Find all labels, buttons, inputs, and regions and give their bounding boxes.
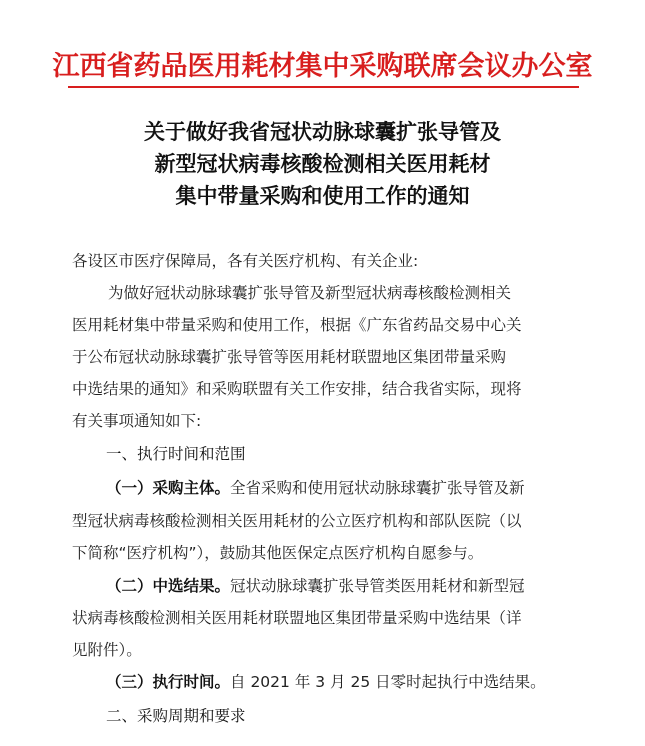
header-red-rule	[68, 86, 579, 88]
item-3-line	[106, 670, 546, 692]
item-1-text-2: 型冠状病毒核酸检测相关医用耗材的公立医疗机构和部队医院（以	[72, 512, 522, 530]
intro-line-5: 有关事项通知如下:	[72, 412, 202, 430]
item-1-label: （一）采购主体。	[106, 479, 231, 497]
item-2-label: （二）中选结果。	[106, 577, 231, 595]
intro-line-1: 为做好冠状动脉球囊扩张导管及新型冠状病毒核酸检测相关	[108, 284, 512, 302]
intro-line-2: 医用耗材集中带量采购和使用工作，根据《广东省药品交易中心关	[72, 316, 522, 334]
item-1-first-line	[106, 476, 525, 498]
title-line-1: 关于做好我省冠状动脉球囊扩张导管及	[144, 119, 501, 144]
item-1-text-3: 下简称“医疗机构”），鼓励其他医保定点医疗机构自愿参与。	[72, 544, 484, 562]
item-2-text-1: 冠状动脉球囊扩张导管类医用耗材和新型冠	[230, 577, 525, 595]
org-header-title: 江西省药品医用耗材集中采购联席会议办公室	[52, 51, 593, 82]
section-heading-1: 一、执行时间和范围	[106, 445, 246, 463]
item-2-text-3: 见附件）。	[72, 641, 142, 659]
item-2-text-2: 状病毒核酸检测相关医用耗材联盟地区集团带量采购中选结果（详	[72, 609, 522, 627]
intro-line-3: 于公布冠状动脉球囊扩张导管等医用耗材联盟地区集团带量采购	[72, 348, 507, 366]
title-line-2: 新型冠状病毒核酸检测相关医用耗材	[154, 151, 491, 176]
section-heading-2: 二、采购周期和要求	[106, 707, 246, 725]
intro-line-4: 中选结果的通知》和采购联盟有关工作安排，结合我省实际，现将	[72, 380, 522, 398]
item-1-text-1: 全省采购和使用冠状动脉球囊扩张导管及新	[230, 479, 525, 497]
item-2-first-line	[106, 574, 525, 596]
salutation: 各设区市医疗保障局，各有关医疗机构、有关企业:	[72, 252, 419, 270]
item-3-text: 自 2021 年 3 月 25 日零时起执行中选结果。	[230, 673, 546, 691]
document-title	[0, 116, 645, 212]
item-3-label: （三）执行时间。	[106, 673, 231, 691]
title-line-3: 集中带量采购和使用工作的通知	[175, 183, 470, 208]
